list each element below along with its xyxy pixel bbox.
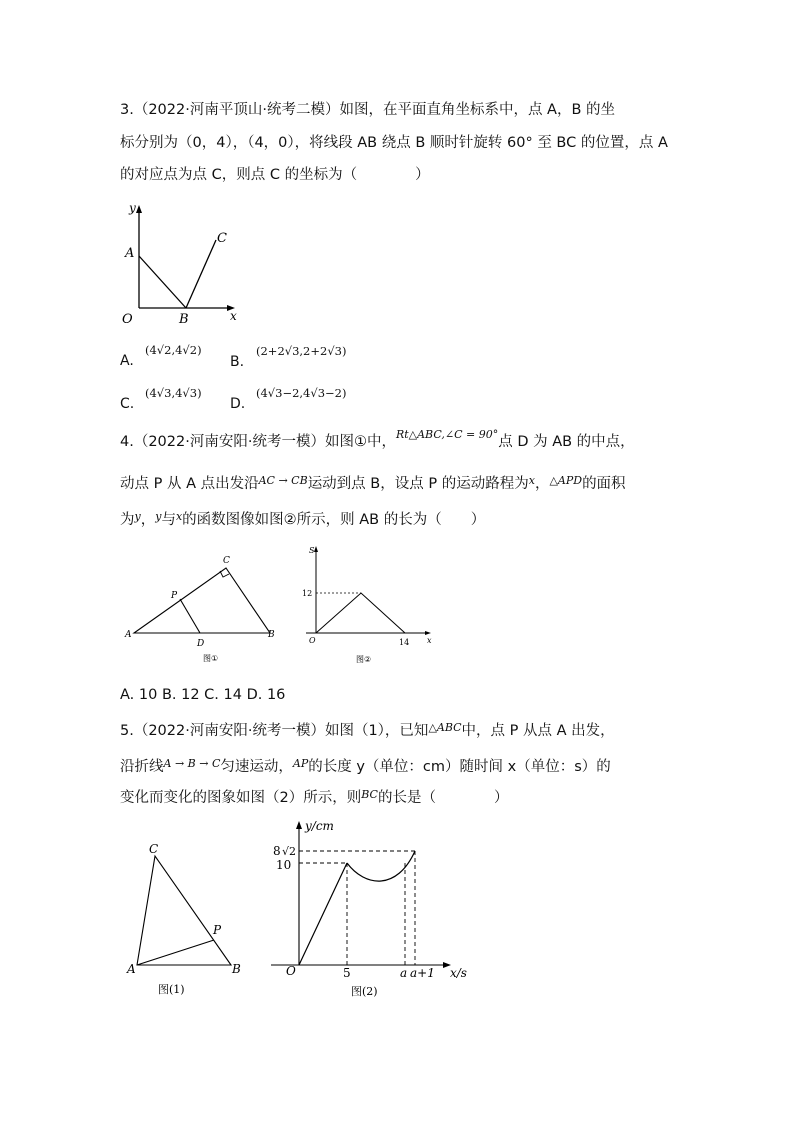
q3-option-a-label: A. — [120, 353, 134, 369]
q5-l2-a: 沿折线 — [120, 759, 164, 775]
q4-l2-c: ， — [534, 476, 550, 492]
q4-fig2-label-s: S — [309, 546, 315, 555]
q4-fig1-label-b: B — [268, 630, 275, 640]
q5-text-line-2 — [120, 757, 611, 778]
q5-text-line-1 — [120, 721, 615, 742]
q4-text-line-1 — [120, 428, 635, 453]
q5-fig2-label-a: a — [400, 966, 408, 980]
q5-fig2-label-5: 5 — [343, 966, 351, 980]
q5-l3-b: 的长是（ ） — [377, 790, 509, 806]
q4-l3-c: 与 — [161, 512, 176, 528]
q4-options: A. 10 B. 12 C. 14 D. 16 — [120, 687, 286, 703]
q3-text-line-3: 的对应点为点 C，则点 C 的坐标为（ ） — [120, 167, 430, 183]
q5-l2-math2: AP — [292, 757, 309, 770]
q4-l3-d: 的函数图像如图②所示，则 AB 的长为（ ） — [182, 512, 486, 528]
q5-fig2-label-a1: a+1 — [410, 966, 435, 980]
q5-fig2-label-o: O — [286, 964, 296, 978]
q3-label-y: y — [129, 201, 136, 215]
q4-fig2-graph — [316, 593, 405, 633]
q3-label-o: O — [122, 312, 133, 326]
q3-text-line-2: 标分别为（0，4），（4，0），将线段 AB 绕点 B 顺时针旋转 60° 至 BC 的位置，点 A — [120, 135, 668, 151]
q4-fig1-segment-pd — [180, 599, 200, 633]
q3-label-b: B — [179, 312, 189, 326]
q4-fig2-y-arrow — [314, 546, 318, 552]
q5-fig1-caption: 图(1) — [158, 983, 185, 996]
q4-figure-2 — [288, 540, 438, 670]
q3-text-line-1: 3.（2022·河南平顶山·统考二模）如图，在平面直角坐标系中，点 A，B 的坐 — [120, 102, 616, 118]
q3-option-d-expr: (4√3−2,4√3−2) — [256, 386, 347, 400]
q4-l3-m1: y — [134, 510, 141, 523]
q4-fig2-x-arrow — [425, 631, 431, 635]
q4-l2-d: 的面积 — [582, 476, 626, 492]
q5-figure-2 — [265, 815, 475, 1005]
q4-fig2-caption: 图② — [356, 655, 372, 664]
q4-text-line-2 — [120, 474, 626, 495]
q4-l3-b: ， — [140, 512, 156, 528]
q3-option-d-label: D. — [230, 396, 246, 412]
q4-l3-a: 为 — [120, 512, 135, 528]
q5-l1-math: △ABC — [428, 721, 462, 734]
q4-l2-a: 动点 P 从 A 点出发沿 — [120, 476, 259, 492]
q5-fig2-caption: 图(2) — [351, 985, 378, 998]
q5-l1-b: 中，点 P 从点 A 出发， — [461, 723, 615, 739]
q3-option-c-label: C. — [120, 396, 135, 412]
q4-fig1-triangle — [134, 568, 270, 633]
q5-fig2-label-sqrt2: √2 — [282, 845, 297, 858]
q3-option-c-expr: (4√3,4√3) — [145, 386, 202, 400]
q4-fig1-label-c: C — [223, 556, 230, 566]
q3-segment-bc — [186, 240, 216, 308]
q4-fig2-label-o: O — [309, 636, 316, 645]
q4-text-line-3 — [120, 510, 485, 531]
q4-fig1-caption: 图① — [203, 654, 219, 663]
q5-fig2-label-ycm: y/cm — [305, 819, 334, 833]
q5-fig1-segment-ap — [137, 940, 214, 965]
q5-fig1-label-c: C — [149, 842, 159, 856]
q4-fig1-label-p: P — [171, 591, 178, 601]
q4-l3-m2: y — [155, 510, 162, 523]
q3-option-a-expr: (4√2,4√2) — [145, 343, 202, 357]
q5-fig2-y-arrow — [296, 821, 302, 829]
q3-figure — [118, 196, 248, 326]
q5-fig1-label-p: P — [213, 923, 222, 937]
q3-label-x: x — [230, 309, 237, 323]
q5-figure-1 — [118, 838, 258, 1003]
q4-fig2-label-14: 14 — [399, 638, 410, 647]
q5-fig1-triangle — [137, 856, 231, 965]
q4-l1-math: Rt△ABC,∠C = 90° — [395, 428, 499, 441]
q5-l1-a: 5.（2022·河南安阳·统考一模）如图（1），已知 — [120, 723, 429, 739]
q5-l2-b: 匀速运动， — [220, 759, 293, 775]
q5-l2-math: A → B → C — [163, 757, 221, 770]
q5-l3-math: BC — [361, 788, 378, 801]
q5-l3-a: 变化而变化的图象如图（2）所示，则 — [120, 790, 362, 806]
q5-fig1-label-b: B — [232, 962, 241, 976]
q3-y-arrow — [136, 205, 142, 213]
q4-fig1-label-a: A — [125, 630, 132, 640]
q3-option-b-expr: (2+2√3,2+2√3) — [256, 344, 347, 358]
q5-l2-c: 的长度 y（单位：cm）随时间 x（单位：s）的 — [308, 759, 611, 775]
q5-fig2-label-10: 10 — [276, 858, 292, 872]
q4-l2-m1: AC → CB — [258, 474, 308, 487]
q4-fig2-label-x: x — [427, 636, 432, 645]
q5-fig1-label-a: A — [127, 962, 136, 976]
q5-text-line-3 — [120, 788, 508, 809]
q4-l2-b: 运动到点 B，设点 P 的运动路程为 — [307, 476, 529, 492]
q3-label-a: A — [125, 246, 135, 261]
q5-fig2-label-xs: x/s — [450, 966, 467, 980]
q4-fig1-label-d: D — [197, 639, 205, 649]
q4-figure-1 — [120, 550, 285, 670]
q4-l1-b: 点 D 为 AB 的中点， — [498, 434, 635, 450]
q3-option-b-label: B. — [230, 354, 245, 370]
q4-l3-m3: x — [175, 510, 183, 523]
q5-fig2-label-8: 8 — [273, 844, 281, 858]
q4-l1-a: 4.（2022·河南安阳·统考一模）如图①中， — [120, 434, 396, 450]
q4-fig2-label-12: 12 — [302, 589, 313, 598]
q4-l2-m3: △APD — [549, 474, 583, 487]
q4-l2-m2: x — [528, 474, 535, 487]
q5-fig2-graph-linear — [299, 863, 347, 965]
q3-label-c: C — [217, 231, 227, 246]
q3-segment-ab — [139, 256, 186, 308]
